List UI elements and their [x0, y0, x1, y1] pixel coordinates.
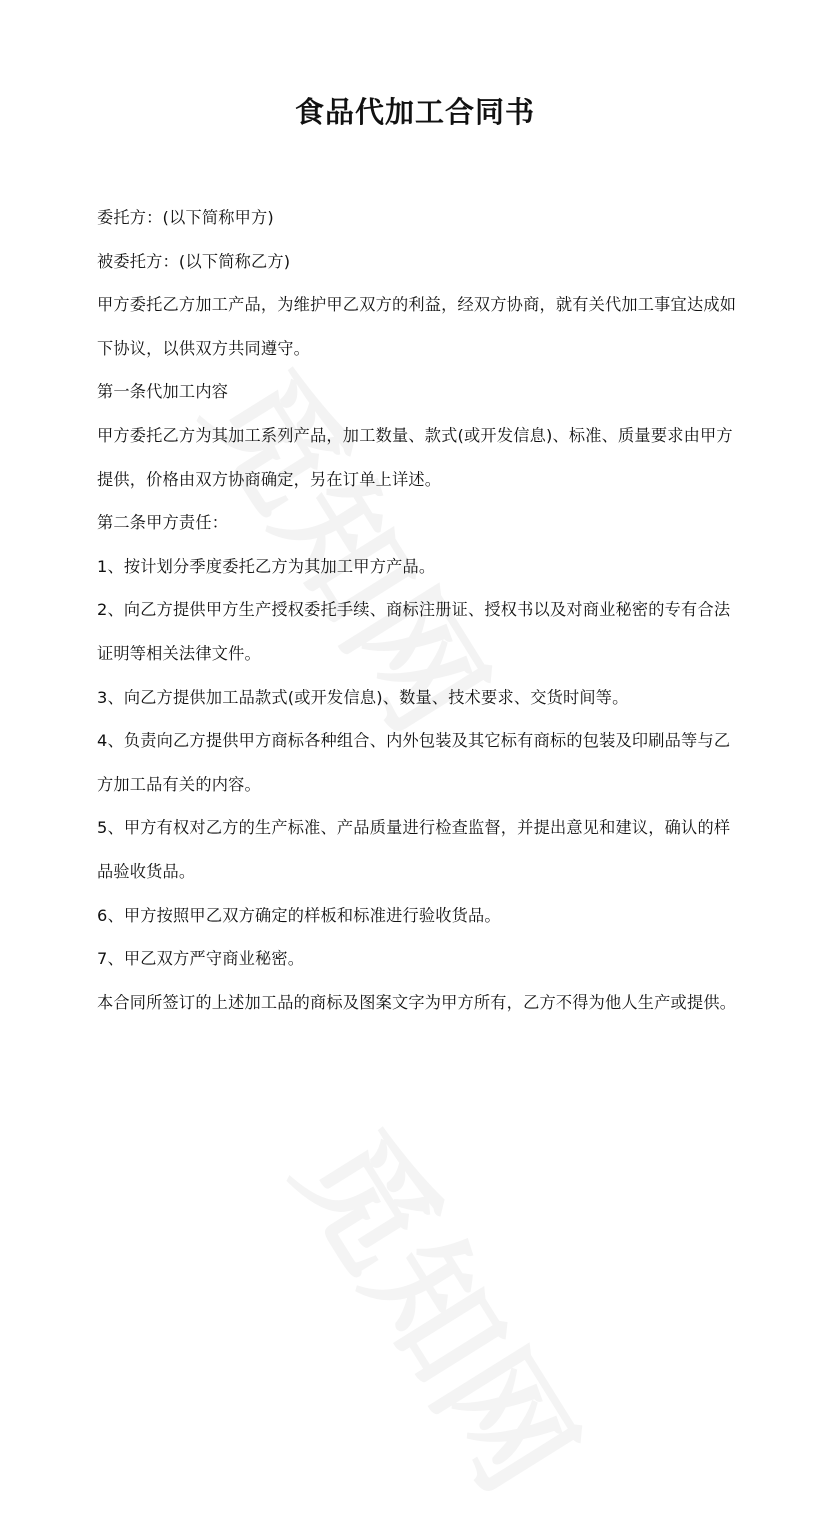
- paragraph: 甲方委托乙方为其加工系列产品，加工数量、款式(或开发信息)、标准、质量要求由甲方提供，价格由双方协商确定，另在订单上详述。: [97, 425, 733, 489]
- clause-item: 4、负责向乙方提供甲方商标各种组合、内外包装及其它标有商标的包装及印刷品等与乙方加工品有关的内容。: [97, 731, 731, 794]
- clause-item: 5、甲方有权对乙方的生产标准、产品质量进行检查监督，并提出意见和建议，确认的样品验收货品。: [97, 818, 731, 881]
- clause-item: 3、向乙方提供加工品款式(或开发信息)、数量、技术要求、交货时间等。: [97, 687, 629, 707]
- section-heading: 第二条甲方责任：: [97, 513, 229, 533]
- intro-paragraph: 甲方委托乙方加工产品，为维护甲乙双方的利益，经双方协商，就有关代加工事宜达成如下协议，以供双方共同遵守。: [97, 295, 737, 358]
- party-a-line: 委托方：(以下简称甲方): [97, 208, 274, 227]
- clause-item: 1、按计划分季度委托乙方为其加工甲方产品。: [97, 556, 436, 576]
- clause-item: 7、甲乙双方严守商业秘密。: [97, 949, 305, 969]
- document-body: [97, 196, 737, 1024]
- clause-item: 6、甲方按照甲乙双方确定的样板和标准进行验收货品。: [97, 905, 501, 925]
- party-b-line: 被委托方：(以下简称乙方): [97, 251, 291, 271]
- watermark: [261, 1090, 626, 1520]
- section-heading: 第一条代加工内容: [97, 382, 229, 402]
- paragraph: 本合同所签订的上述加工品的商标及图案文字为甲方所有，乙方不得为他人生产或提供。: [97, 992, 737, 1012]
- document-title: 食品代加工合同书: [294, 95, 535, 129]
- clause-item: 2、向乙方提供甲方生产授权委托手续、商标注册证、授权书以及对商业秘密的专有合法证明等相关法律文件。: [97, 600, 731, 663]
